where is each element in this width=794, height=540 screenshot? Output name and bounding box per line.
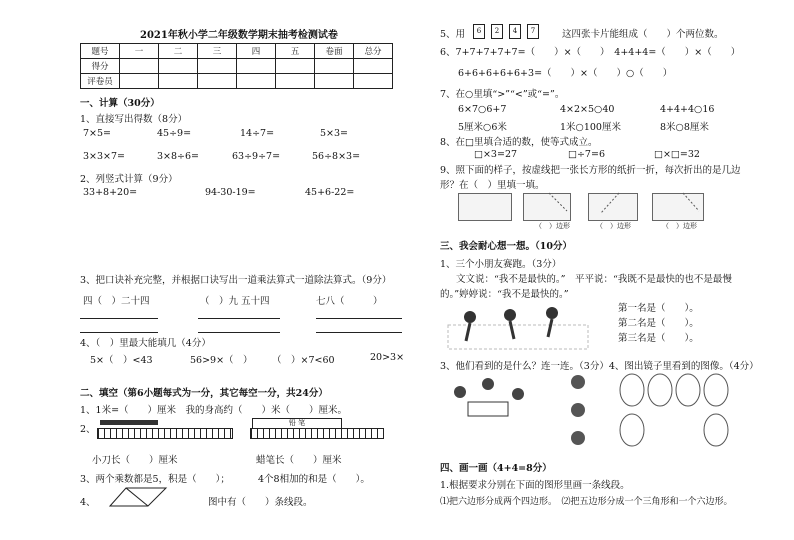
q2-prompt: 2、列竖式计算（9分） [80, 174, 178, 185]
crayon-image: 铅 笔 [252, 418, 342, 429]
answer-line[interactable] [316, 318, 402, 319]
rhyme-item: （ ）九 五十四 [200, 296, 270, 307]
answer-line[interactable] [198, 332, 280, 333]
digit-card: 7 [527, 24, 539, 39]
fold-lines [523, 193, 703, 221]
rhyme-item: 四（ ）二十四 [83, 296, 150, 307]
digit-cards [470, 24, 542, 39]
page-title: 2021年秋小学二年级数学期末抽考检测试卷 [140, 30, 338, 41]
answer-line[interactable] [80, 332, 158, 333]
draw-subtasks: ⑴把六边形分成两个四边形。 ⑵把五边形分成一个三角形和一个六边形。 [440, 497, 733, 507]
race-statement: 的。”婷婷说：“我不是最快的。” [440, 289, 569, 300]
q4-prompt: 4、（ ）里最大能填几（4分） [80, 338, 211, 349]
draw-instruction: 1.根据要求分别在下面的图形里画一条线段。 [440, 480, 630, 491]
compare-item: 5厘米○6米 [458, 122, 507, 133]
calc-item: 5×3= [320, 128, 349, 139]
compare-item: 6×7○6+7 [458, 104, 507, 115]
calc-item: 7×5= [83, 128, 112, 139]
score-header: 题号 [81, 44, 120, 59]
q9-line2: 形？在（ ）里填一填。 [440, 180, 545, 191]
q6-line2: 6+6+6+6+6+3=（ ）×（ ）○（ ） [458, 68, 673, 79]
calc-item: 3×8÷6= [157, 151, 200, 162]
digit-card: 2 [491, 24, 503, 39]
race-prompt: 1、三个小朋友赛跑。（3分） [440, 259, 562, 270]
section-1-title: 一、计算（30分） [80, 98, 160, 109]
compare-item: 4×2×5○40 [560, 104, 615, 115]
score-header: 卷面 [315, 44, 354, 59]
calc-item: 14÷7= [240, 128, 275, 139]
score-header: 总分 [354, 44, 393, 59]
ruler-icon [250, 428, 384, 439]
rank-third: 第三名是（ ）。 [618, 333, 699, 344]
q1-prompt: 1、直接写出得数（8分） [80, 114, 188, 125]
line-segment-figure [108, 486, 168, 508]
fill-q1: 1、1米=（ ）厘米 我的身高约（ ）米（ ）厘米。 [80, 405, 348, 416]
max-fill-item: 20>3× [370, 352, 405, 363]
calc-item: 45÷9= [157, 128, 192, 139]
fill-q2-num: 2、 [80, 424, 96, 435]
fill-q4-num: 4、 [80, 497, 96, 508]
section-3-title: 三、我会耐心想一想。（10分） [440, 241, 572, 252]
fill-q3a: 3、两个乘数都是5，积是（ ）； [80, 474, 230, 485]
calc-item: 63÷9÷7= [232, 151, 281, 162]
score-header-row [81, 44, 393, 59]
vertical-calc-item: 94-30-19= [205, 187, 256, 198]
fold-paper-example [458, 193, 512, 221]
runners-image [448, 305, 588, 353]
crayon-length: 蜡笔长（ ）厘米 [256, 455, 342, 466]
ruler-icon [97, 428, 233, 439]
max-fill-item: 5×（ ）<43 [90, 355, 153, 366]
vertical-calc-item: 45+6-22= [305, 187, 355, 198]
answer-line[interactable] [80, 318, 158, 319]
calc-item: 3×3×7= [83, 151, 126, 162]
calc-item: 56÷8×3= [312, 151, 361, 162]
compare-item: 1米○100厘米 [560, 122, 621, 133]
max-fill-item: 56>9×（ ） [190, 355, 253, 366]
score-table [80, 43, 393, 89]
q8-prompt: 8、在□里填合适的数，使等式成立。 [440, 137, 598, 148]
max-fill-item: （ ）×7<60 [272, 355, 335, 366]
fold-label: （ ）边形 [596, 222, 631, 230]
q5-text: 这四张卡片能组成（ ）个两位数。 [562, 29, 724, 40]
score-header: 一 [120, 44, 159, 59]
digit-card: 4 [509, 24, 521, 39]
compare-item: 8米○8厘米 [660, 122, 709, 133]
view-and-mirror-images [440, 372, 780, 452]
score-row-label: 评卷员 [81, 74, 120, 89]
box-equation: □×3=27 [474, 149, 518, 160]
q7-prompt: 7、在○里填“>”“<”或“=”。 [440, 89, 565, 100]
score-row-defen [81, 59, 393, 74]
rank-first: 第一名是（ ）。 [618, 303, 699, 314]
section-2-title: 二、填空（第6小题每式为一分，其它每空一分，共24分） [80, 388, 328, 399]
score-header: 三 [198, 44, 237, 59]
q9-line1: 9、照下面的样子，按虚线把一张长方形的纸折一折，每次折出的是几边 [440, 165, 741, 176]
fold-label: （ ）边形 [535, 222, 570, 230]
knife-image [100, 420, 158, 425]
rank-second: 第二名是（ ）。 [618, 318, 699, 329]
box-equation: □×□=32 [654, 149, 700, 160]
score-header: 二 [159, 44, 198, 59]
q3-q4-prompt: 3、他们看到的是什么？连一连。（3分）4、图出镜子里看到的图像。（4分） [440, 361, 759, 372]
box-equation: □÷7=6 [568, 149, 605, 160]
fill-q3b: 4个8相加的和是（ ）。 [258, 474, 370, 485]
score-header: 四 [237, 44, 276, 59]
race-statement: 文文说：“我不是最快的。” 平平说：“我既不是最快的也不是最慢 [456, 274, 732, 285]
q3-prompt: 3、把口诀补充完整，并根据口诀写出一道乘法算式一道除法算式。（9分） [80, 275, 392, 286]
answer-line[interactable] [316, 332, 402, 333]
fold-label: （ ）边形 [662, 222, 697, 230]
q6-line1: 6、7+7+7+7+7=（ ）×（ ） 4+4+4=（ ）×（ ） [440, 47, 741, 58]
compare-item: 4+4+4○16 [660, 104, 715, 115]
knife-length: 小刀长（ ）厘米 [92, 455, 178, 466]
answer-line[interactable] [198, 318, 280, 319]
q5-prefix: 5、用 [440, 29, 466, 40]
score-header: 五 [276, 44, 315, 59]
score-row-label: 得分 [81, 59, 120, 74]
fill-q4-text: 图中有（ ）条线段。 [208, 497, 313, 508]
score-row-grader [81, 74, 393, 89]
digit-card: 6 [473, 24, 485, 39]
section-4-title: 四、画一画（4+4=8分） [440, 463, 552, 474]
vertical-calc-item: 33+8+20= [83, 187, 138, 198]
rhyme-item: 七八（ ） [316, 296, 383, 307]
